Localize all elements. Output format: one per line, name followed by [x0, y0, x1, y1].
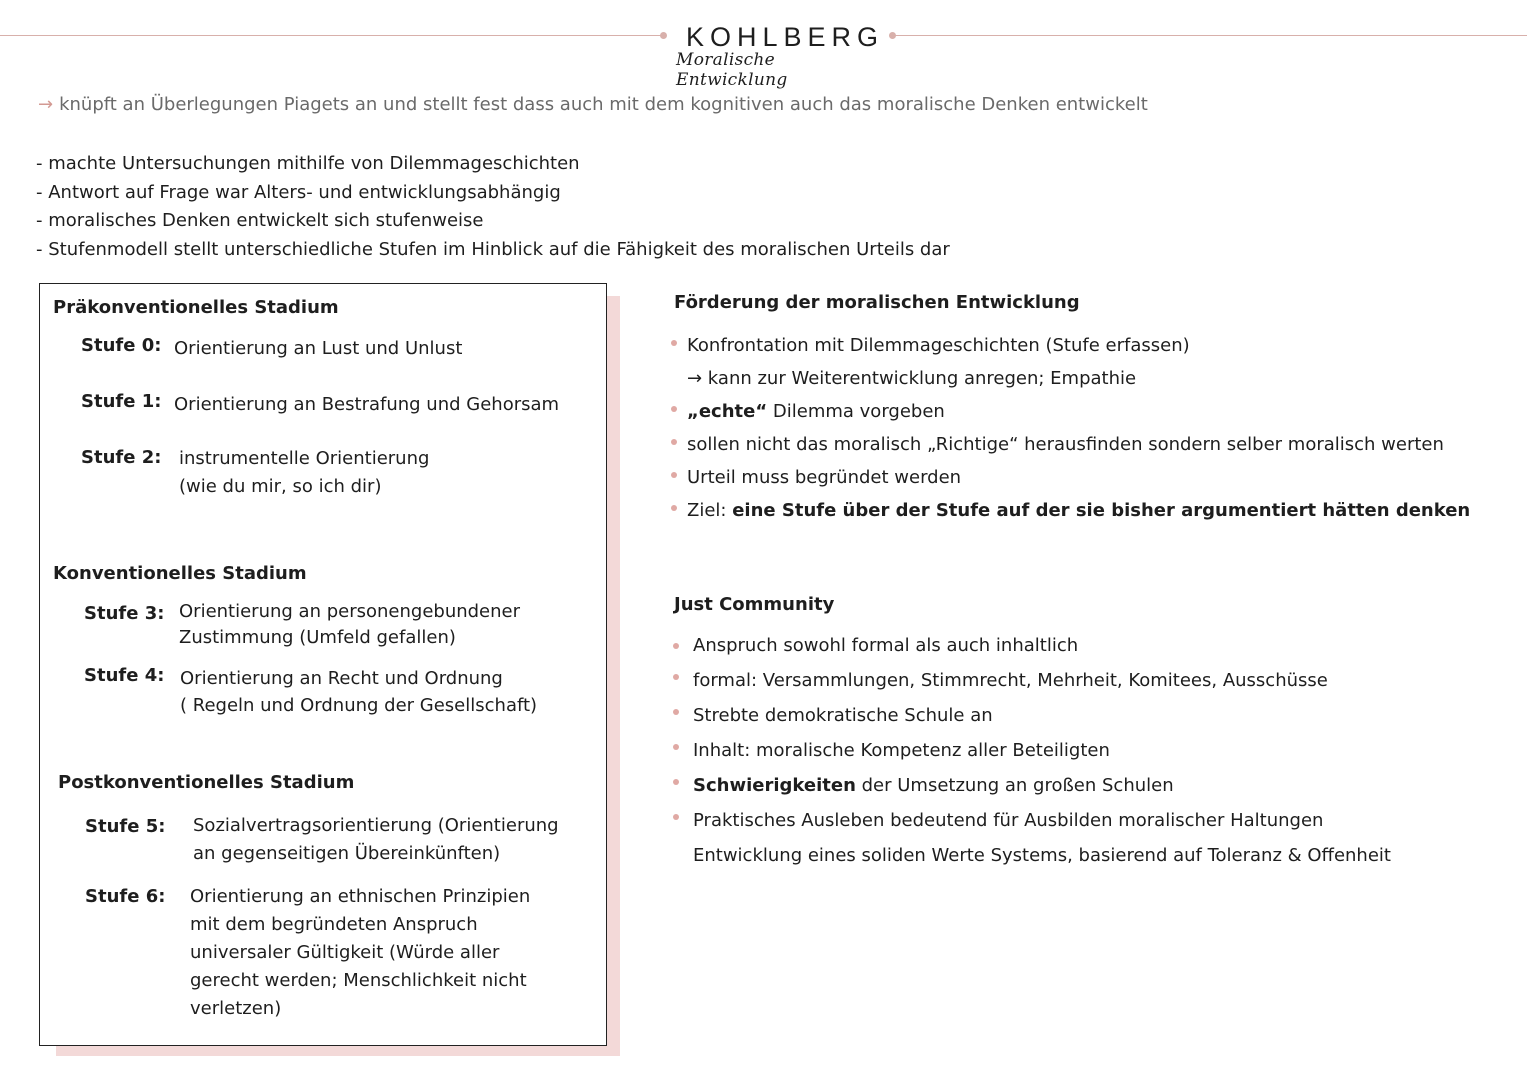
foerderung-list [687, 329, 1470, 527]
header-rule-right-dot [889, 32, 896, 39]
list-item-text: Inhalt: moralische Kompetenz aller Beteiligten [693, 740, 1110, 761]
summary-bullet: - moralisches Denken entwickelt sich stufenweise [36, 210, 484, 231]
list-item-text: formal: Versammlungen, Stimmrecht, Mehrheit, Komitees, Ausschüsse [693, 670, 1328, 691]
stufe-6-line: verletzen) [190, 998, 282, 1019]
bullet-dot-icon [673, 779, 679, 785]
stufe-2-line: instrumentelle Orientierung [179, 448, 430, 469]
summary-bullet: - Stufenmodell stellt unterschiedliche Stufen im Hinblick auf die Fähigkeit des moralischen Urteils dar [36, 238, 950, 260]
stufe-5-line: an gegenseitigen Übereinkünften) [193, 843, 501, 864]
header-rule-right [895, 35, 1527, 36]
stadium-title-conv: Konventionelles Stadium [53, 563, 307, 584]
summary-bullets [36, 150, 950, 264]
stufe-2-text [179, 445, 429, 501]
bullet-dot-icon [673, 674, 679, 680]
emphasis-text: „echte“ [687, 401, 768, 422]
stufe-0-label: Stufe 0: [81, 335, 162, 356]
bullet-dot-icon [671, 340, 677, 346]
summary-bullet: - machte Untersuchungen mithilfe von Dilemmageschichten [36, 153, 580, 174]
list-item-text: Konfrontation mit Dilemmageschichten (Stufe erfassen) [687, 335, 1190, 356]
emphasis-text: Schwierigkeiten [693, 775, 856, 796]
stadium-title-pre: Präkonventionelles Stadium [53, 297, 339, 318]
stufe-1-text [174, 391, 559, 419]
bullet-dot-icon [671, 505, 677, 511]
stufe-1-line: Orientierung an Bestrafung und Gehorsam [174, 394, 560, 415]
just-community-list [693, 628, 1391, 873]
list-item [687, 494, 1470, 527]
stufe-6-label: Stufe 6: [85, 886, 166, 907]
stufe-1-label: Stufe 1: [81, 391, 162, 412]
section-title-just-community: Just Community [674, 594, 835, 615]
list-item-text: Urteil muss begründet werden [687, 467, 962, 488]
stufe-5-text [193, 812, 559, 868]
stufe-6-line: mit dem begründeten Anspruch [190, 914, 478, 935]
stufe-4-line: ( Regeln und Ordnung der Gesellschaft) [180, 695, 538, 716]
bullet-dot-icon [673, 814, 679, 820]
list-item [693, 768, 1391, 803]
stufe-0-text [174, 335, 462, 363]
page-subtitle: Moralische Entwicklung [676, 50, 788, 90]
list-item-text: Dilemma vorgeben [767, 401, 945, 422]
list-item [687, 329, 1470, 362]
stufe-5-label: Stufe 5: [85, 816, 166, 837]
intro-line [38, 93, 1148, 117]
bullet-dot-icon [671, 439, 677, 445]
stadium-title-post: Postkonventionelles Stadium [58, 772, 355, 793]
page-title: KOHLBERG [686, 22, 885, 52]
bullet-dot-icon [673, 709, 679, 715]
stufe-3-label: Stufe 3: [84, 603, 165, 624]
stufe-5-line: Sozialvertragsorientierung (Orientierung [193, 815, 559, 836]
stufe-4-text [180, 665, 537, 719]
stufe-6-line: Orientierung an ethnischen Prinzipien [190, 886, 531, 907]
stufe-6-line: gerecht werden; Menschlichkeit nicht [190, 970, 527, 991]
stufe-2-line: (wie du mir, so ich dir) [179, 476, 382, 497]
intro-text: knüpft an Überlegungen Piagets an und stellt fest dass auch mit dem kognitiven auch das moralische Denken entwickelt [59, 94, 1148, 115]
list-item [687, 395, 1470, 428]
summary-bullet: - Antwort auf Frage war Alters- und entwicklungsabhängig [36, 181, 561, 203]
header-rule-left-dot [660, 32, 667, 39]
stufe-6-text [190, 883, 530, 1023]
stufe-0-line: Orientierung an Lust und Unlust [174, 338, 463, 359]
section-title-foerderung: Förderung der moralischen Entwicklung [674, 292, 1080, 313]
list-item [693, 698, 1391, 733]
list-item-text: Praktisches Ausleben bedeutend für Ausbilden moralischer Haltungen [693, 810, 1324, 831]
list-item [693, 733, 1391, 768]
stufe-4-line: Orientierung an Recht und Ordnung [180, 668, 503, 689]
list-item-text: Ziel: [687, 500, 733, 521]
arrow-right-icon: → [38, 94, 54, 115]
header-rule-left [0, 35, 662, 36]
list-item-text: der Umsetzung an großen Schulen [855, 775, 1174, 796]
list-item [693, 838, 1391, 873]
list-item-text: sollen nicht das moralisch „Richtige“ herausfinden sondern selber moralisch werten [687, 434, 1444, 455]
bullet-dot-icon [671, 472, 677, 478]
stufe-6-line: universaler Gültigkeit (Würde aller [190, 942, 500, 963]
list-item-text: Anspruch sowohl formal als auch inhaltlich [693, 635, 1079, 656]
list-item-subtext: Entwicklung eines soliden Werte Systems, basierend auf Toleranz & Offenheit [693, 845, 1391, 866]
list-item [687, 428, 1470, 461]
bullet-dot-icon [673, 744, 679, 750]
list-item [687, 461, 1470, 494]
list-item-subtext: → kann zur Weiterentwicklung anregen; Empathie [687, 368, 1137, 389]
list-item [687, 362, 1470, 395]
bullet-dot-icon [671, 406, 677, 412]
list-item [693, 628, 1391, 663]
stufe-3-text [179, 599, 520, 651]
list-item-text: Strebte demokratische Schule an [693, 705, 993, 726]
stufe-4-label: Stufe 4: [84, 665, 165, 686]
stufe-2-label: Stufe 2: [81, 447, 162, 468]
emphasis-text: eine Stufe über der Stufe auf der sie bisher argumentiert hätten denken [732, 500, 1471, 521]
stufe-3-line: Zustimmung (Umfeld gefallen) [179, 627, 456, 648]
list-item [693, 663, 1391, 698]
bullet-dot-icon [673, 643, 679, 649]
stufe-3-line: Orientierung an personengebundener [179, 601, 521, 622]
list-item [693, 803, 1391, 838]
